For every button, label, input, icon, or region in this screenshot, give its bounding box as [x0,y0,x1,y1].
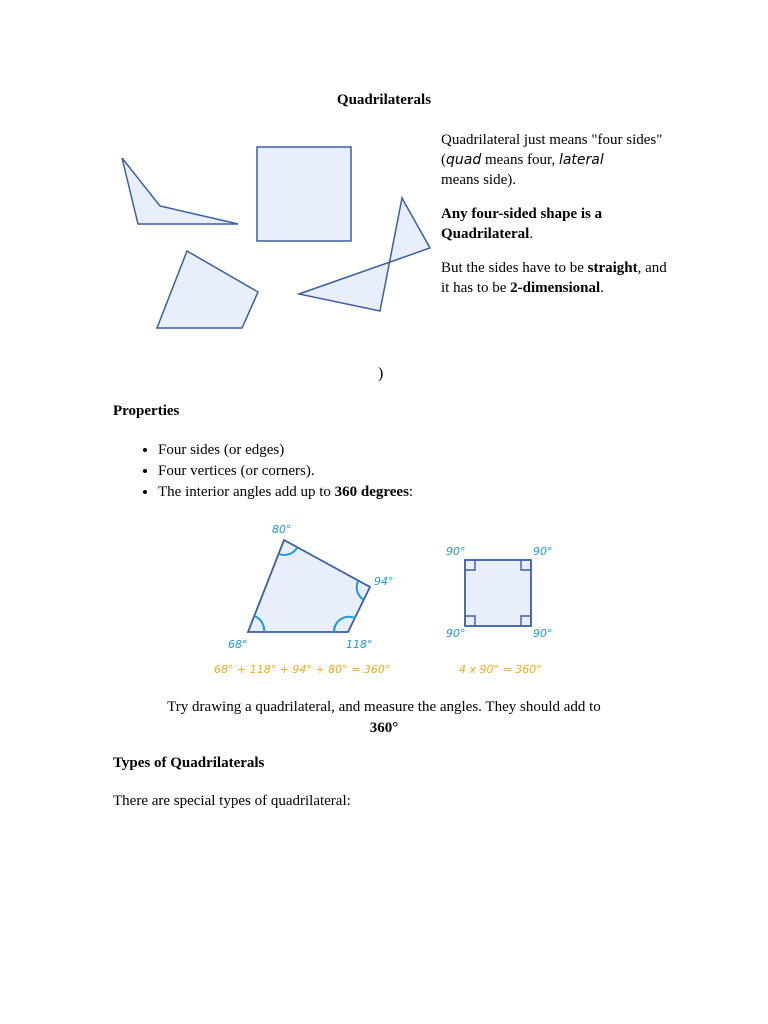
angles-figure [200,515,580,685]
intro-definition: Quadrilateral just means "four sides" (quad means four, lateral means side). [441,132,663,188]
square-angle-label: 90° [533,627,553,640]
square-angle-label: 90° [533,545,553,558]
stray-parenthesis: ) [378,365,384,382]
shape-dart [122,158,238,224]
square-sum-equation: 4 x 90° = 360° [459,663,542,676]
intro-straight: But the sides have to be straight, and it has to be 2-dimensional. [441,260,667,296]
properties-list [128,440,658,503]
list-item: • Four vertices (or corners). [158,461,658,482]
example-shapes [110,140,440,340]
intro-any-shape: Any four-sided shape is a Quadrilateral. [441,206,603,242]
try-value: 360° [369,720,399,736]
angle-label-bottom-right: 118° [346,638,373,651]
list-item: • The interior angles add up to 360 degrees: [158,482,658,503]
intro-text [441,130,671,312]
types-heading: Types of Quadrilaterals [113,755,265,771]
types-text: There are special types of quadrilateral: [113,793,351,809]
square-angle-label: 90° [446,545,466,558]
square-angle-label: 90° [446,627,466,640]
try-drawing-text: Try drawing a quadrilateral, and measure the angles. They should add to 360° [167,699,601,736]
angle-quadrilateral [248,540,370,632]
angle-label-left: 68° [228,638,248,651]
angle-label-top: 80° [272,523,292,536]
angle-label-right: 94° [374,575,394,588]
shape-square [257,147,351,241]
properties-heading: Properties [113,403,180,419]
page-title: Quadrilaterals [336,92,432,108]
angle-sum-equation: 68° + 118° + 94° + 80° = 360° [214,663,391,676]
shape-quad [157,251,258,328]
list-item: • Four sides (or edges) [158,440,658,461]
